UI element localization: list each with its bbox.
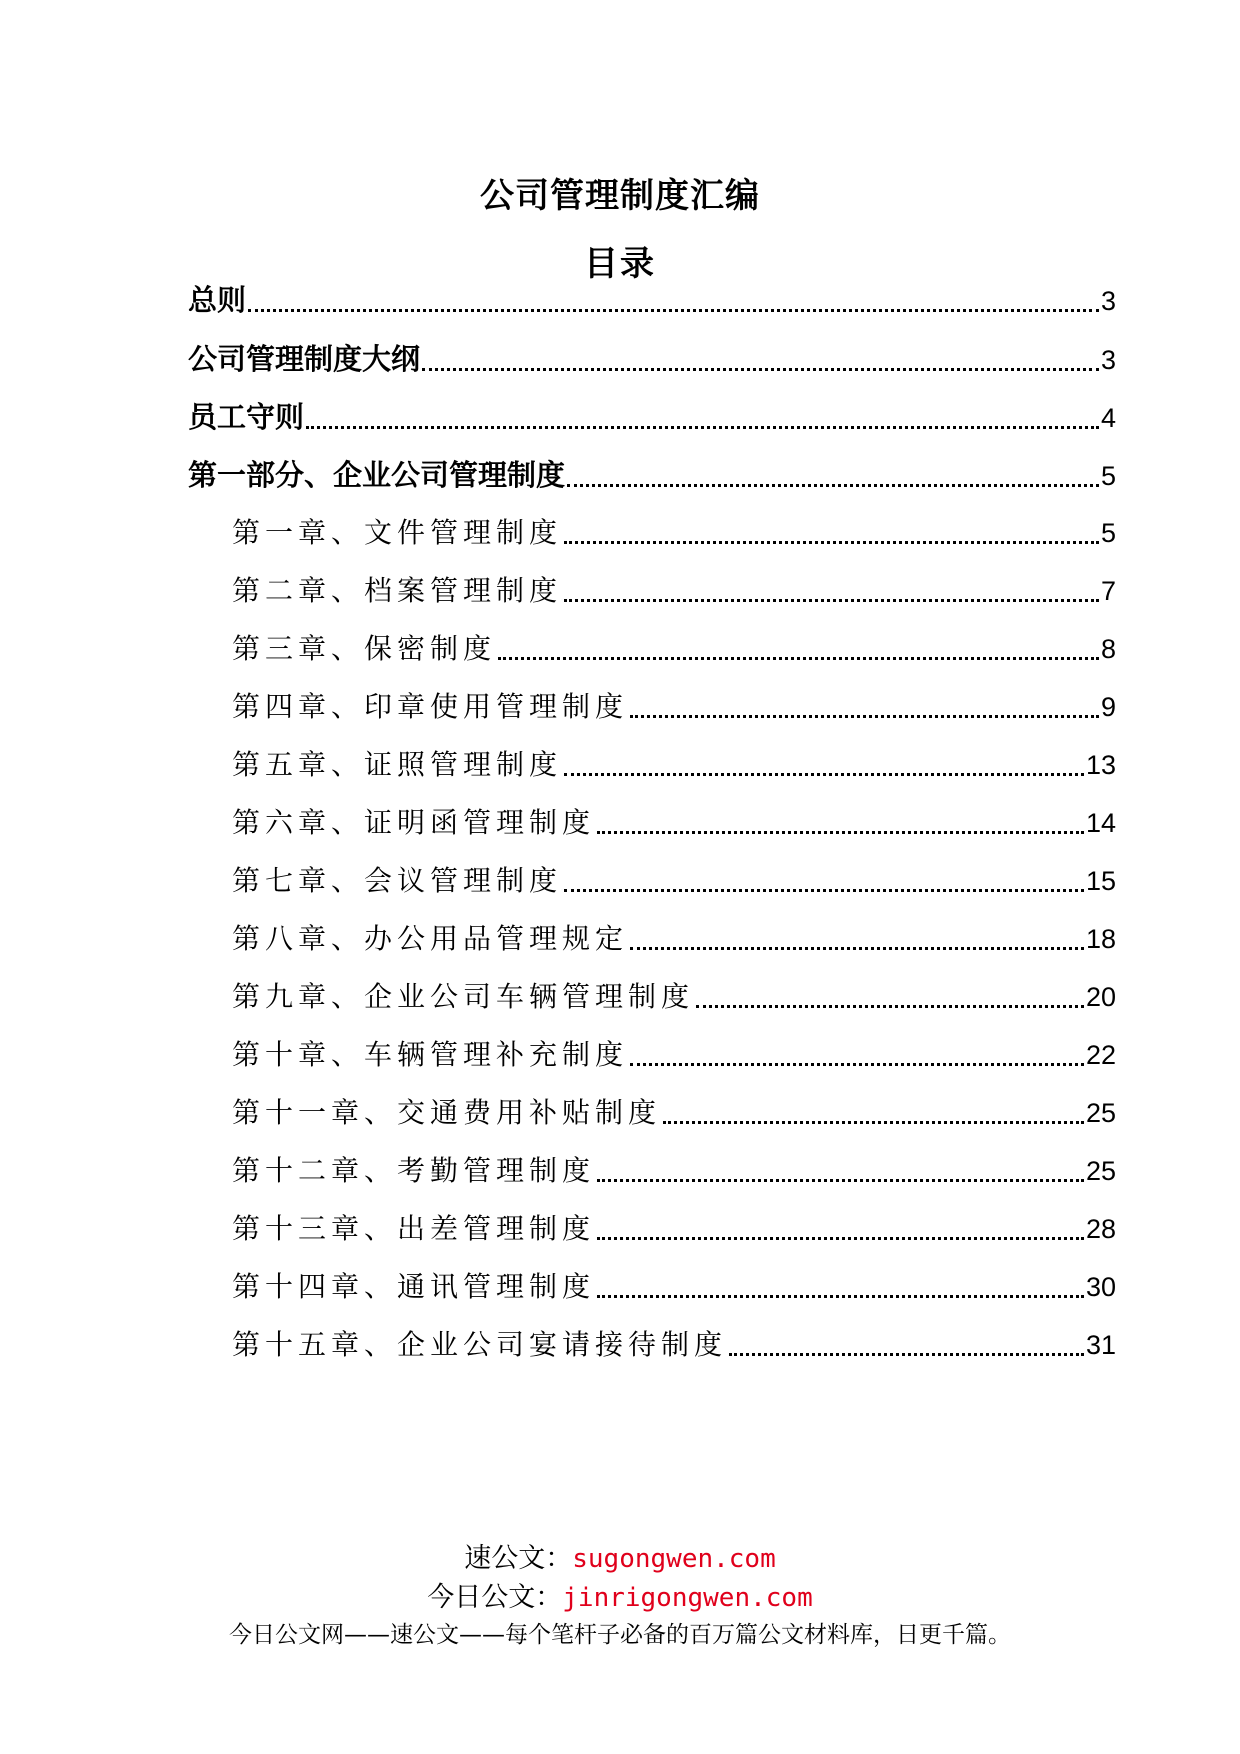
dot-leader [597, 1179, 1084, 1182]
dot-leader [630, 947, 1084, 950]
footer-tagline: 今日公文网——速公文——每个笔杆子必备的百万篇公文材料库，日更千篇。 [229, 1622, 1011, 1648]
dot-leader [564, 599, 1099, 602]
toc-entry-page: 18 [1085, 924, 1116, 954]
toc-entry-page: 20 [1085, 982, 1116, 1012]
footer-sugongwen-link[interactable]: sugongwen.com [572, 1544, 776, 1574]
toc-entry[interactable] [232, 859, 1116, 899]
toc-entry-page: 9 [1100, 692, 1116, 722]
toc-entry-label: 第八章、办公用品管理规定 [232, 922, 629, 955]
toc-entry-label: 第二章、档案管理制度 [232, 574, 563, 607]
toc-entry-page: 22 [1085, 1040, 1116, 1070]
dot-leader [696, 1005, 1084, 1008]
toc-entry-page: 15 [1085, 866, 1116, 896]
toc-entry[interactable] [188, 278, 1116, 319]
toc-entry-label: 总则 [188, 283, 247, 317]
toc-entry-label: 第十二章、考勤管理制度 [232, 1154, 596, 1187]
toc-entry[interactable] [232, 975, 1116, 1015]
dot-leader [498, 657, 1099, 660]
footer-jinrigongwen-label: 今日公文： [427, 1582, 563, 1613]
toc-entry-label: 第七章、会议管理制度 [232, 864, 563, 897]
document-title: 公司管理制度汇编 [480, 176, 760, 216]
toc-entry-page: 3 [1100, 345, 1116, 375]
footer-jinrigongwen [0, 1575, 1240, 1614]
dot-leader [597, 831, 1084, 834]
dot-leader [729, 1353, 1084, 1356]
dot-leader [663, 1121, 1084, 1124]
toc-entry-page: 7 [1100, 576, 1116, 606]
toc-entry[interactable] [188, 395, 1116, 436]
toc-entry[interactable] [232, 569, 1116, 609]
toc-entry-label: 第一部分、企业公司管理制度 [188, 458, 566, 492]
toc-entry[interactable] [188, 453, 1116, 494]
toc-entry[interactable] [232, 1207, 1116, 1247]
toc-entry-page: 14 [1085, 808, 1116, 838]
toc-entry-page: 8 [1100, 634, 1116, 664]
dot-leader [567, 484, 1099, 487]
dot-leader [630, 1063, 1084, 1066]
toc-entry[interactable] [232, 743, 1116, 783]
toc-entry-page: 5 [1100, 461, 1116, 491]
dot-leader [630, 715, 1099, 718]
toc-entry[interactable] [232, 1265, 1116, 1305]
toc-entry-label: 第六章、证明函管理制度 [232, 806, 596, 839]
dot-leader [248, 309, 1099, 312]
toc-entry-page: 25 [1085, 1156, 1116, 1186]
toc-entry-label: 第五章、证照管理制度 [232, 748, 563, 781]
toc-heading: 目录 [584, 244, 656, 284]
toc-entry[interactable] [232, 1323, 1116, 1363]
toc-entry-label: 第十章、车辆管理补充制度 [232, 1038, 629, 1071]
toc-entry-page: 5 [1100, 518, 1116, 548]
dot-leader [306, 426, 1099, 429]
footer-sugongwen-label: 速公文： [464, 1543, 573, 1574]
dot-leader [597, 1295, 1084, 1298]
toc-entry-label: 第十五章、企业公司宴请接待制度 [232, 1328, 728, 1361]
toc-entry-page: 4 [1100, 403, 1116, 433]
dot-leader [597, 1237, 1084, 1240]
toc-entry-label: 第九章、企业公司车辆管理制度 [232, 980, 695, 1013]
toc-entry-label: 员工守则 [188, 400, 305, 434]
footer-sugongwen [0, 1536, 1240, 1575]
dot-leader [422, 368, 1099, 371]
toc-entry[interactable] [232, 685, 1116, 725]
toc-entry[interactable] [232, 511, 1116, 551]
toc-entry-label: 第一章、文件管理制度 [232, 516, 563, 549]
toc-entry-page: 3 [1100, 286, 1116, 316]
toc-entry-page: 13 [1085, 750, 1116, 780]
toc-entry[interactable] [232, 917, 1116, 957]
footer-jinrigongwen-link[interactable]: jinrigongwen.com [562, 1583, 813, 1613]
dot-leader [564, 541, 1099, 544]
toc-entry[interactable] [232, 1149, 1116, 1189]
toc-entry[interactable] [232, 627, 1116, 667]
toc-entry-label: 第十四章、通讯管理制度 [232, 1270, 596, 1303]
toc-entry-label: 公司管理制度大纲 [188, 342, 421, 376]
toc-entry[interactable] [188, 337, 1116, 378]
toc-entry-label: 第十三章、出差管理制度 [232, 1212, 596, 1245]
toc-entry-page: 25 [1085, 1098, 1116, 1128]
toc-entry-page: 30 [1085, 1272, 1116, 1302]
dot-leader [564, 889, 1084, 892]
toc-entry-page: 28 [1085, 1214, 1116, 1244]
toc-entry-page: 31 [1085, 1330, 1116, 1360]
dot-leader [564, 773, 1084, 776]
toc-entry-label: 第四章、印章使用管理制度 [232, 690, 629, 723]
toc-entry[interactable] [232, 801, 1116, 841]
toc-entry[interactable] [232, 1033, 1116, 1073]
toc-entry-label: 第十一章、交通费用补贴制度 [232, 1096, 662, 1129]
toc-entry-label: 第三章、保密制度 [232, 632, 497, 665]
toc-entry[interactable] [232, 1091, 1116, 1131]
